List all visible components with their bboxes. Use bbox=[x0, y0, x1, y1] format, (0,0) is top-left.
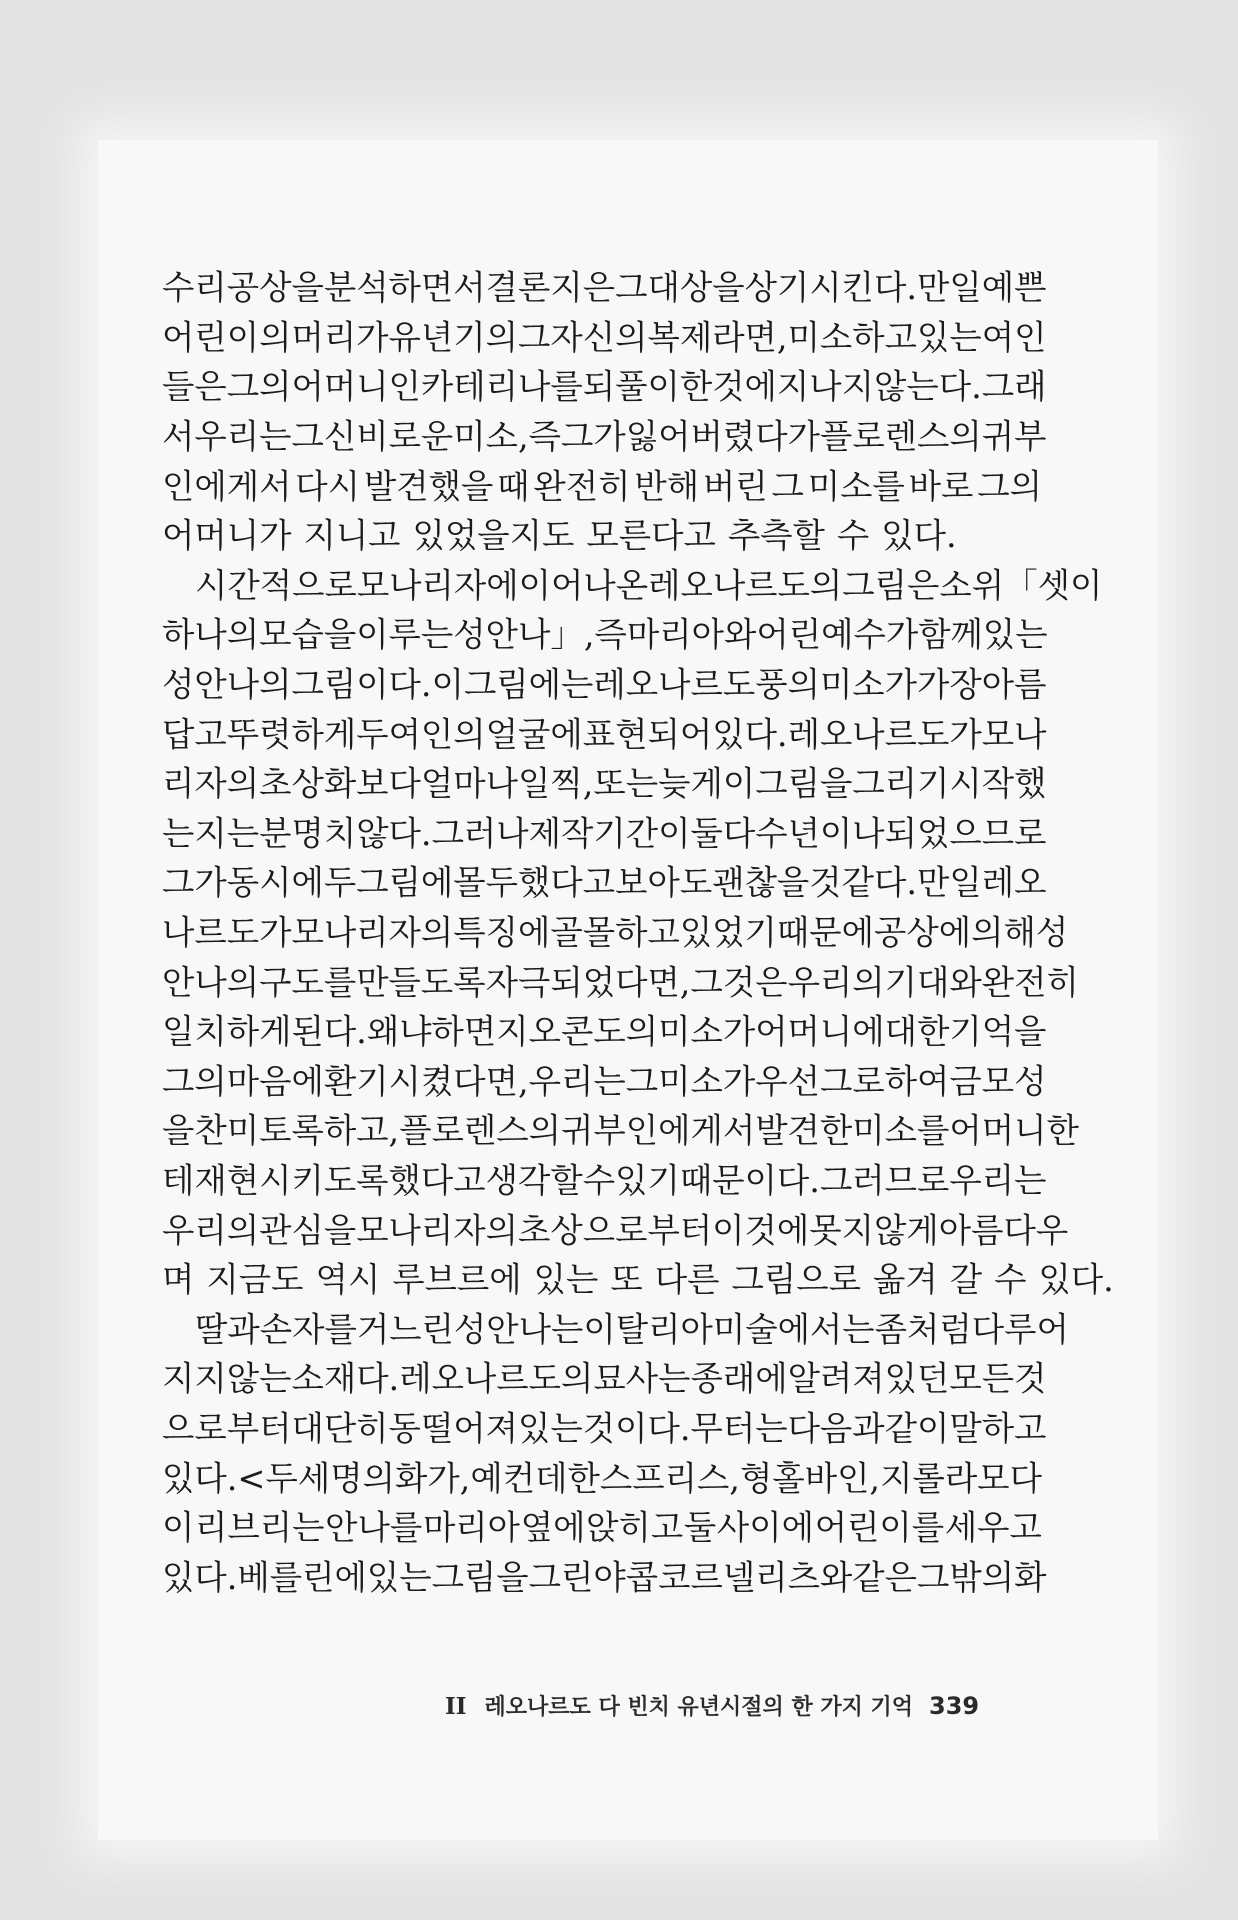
page-number: 339 bbox=[929, 1692, 980, 1720]
chapter-title: 레오나르도 다 빈치 유년시절의 한 가지 기억 bbox=[484, 1695, 914, 1720]
text-line: 테 재현시키도록 했다고 생각할 수 있기 때문이다. 그러므로 우리는 bbox=[162, 1160, 1047, 1200]
text-line: 지지 않는 소재다. 레오나르도의 묘사는 종래에 알려져 있던 모든 것 bbox=[162, 1359, 1047, 1399]
text-line: 일치하게 된다. 왜냐하면 지오콘도의 미소가 어머니에 대한 기억을 bbox=[162, 1012, 1047, 1052]
text-line: 어린이의 머리가 유년기의 그 자신의 복제라면, 미소하고 있는 여인 bbox=[162, 317, 1047, 357]
text-line: 리자의 초상화보다 얼마나 일찍, 또는 늦게 이 그림을 그리기 시작했 bbox=[162, 764, 1047, 804]
text-line: 나르도가 모나리자의 특징에 골몰하고 있었기 때문에 공상에 의해 성 bbox=[162, 913, 1069, 953]
text-line: 는지는 분명치 않다. 그러나 제작기간이 둘다 수년이나 되었으므로 bbox=[162, 813, 1047, 853]
text-line: 으로부터 대단히 동떨어져 있는 것이다. 무터는 다음과 같이 말하고 bbox=[162, 1408, 1047, 1448]
text-line: 며 지금도 역시 루브르에 있는 또 다른 그림으로 옮겨 갈 수 있다. bbox=[162, 1260, 1114, 1300]
text-line: 어머니가 지니고 있었을지도 모른다고 추측할 수 있다. bbox=[162, 516, 957, 556]
text-line: 시간적으로 모나리자에 이어 나온 레오나르도의 그림은 소위 「셋이 bbox=[195, 565, 1103, 605]
text-line: 안나의 구도를 만들도록 자극되었다면, 그것은 우리의 기대와 완전히 bbox=[162, 962, 1079, 1002]
text-line: 을 찬미토록 하고, 플로렌스의 귀부인에게서 발견한 미소를 어머니한 bbox=[162, 1111, 1079, 1151]
text-line: 우리의 관심을 모나리자의 초상으로부터 이것에 못지 않게 아름다우 bbox=[162, 1210, 1069, 1250]
text-line: 그가 동시에 두 그림에 몰두했다고 보아도 괜찮을 것 같다. 만일 레오 bbox=[162, 863, 1047, 903]
text-line: 하나의 모습을 이루는 성 안나」, 즉 마리아와 어린 예수가 함께 있는 bbox=[162, 615, 1048, 655]
text-line: 답고 뚜렷하게 두 여인의 얼굴에 표현되어 있다. 레오나르도가 모나 bbox=[162, 714, 1047, 754]
text-line: 이 리브리는 안나를 마리아 옆에 앉히고 둘 사이에 어린이를 세우고 bbox=[162, 1508, 1042, 1548]
text-line: 서 우리는 그 신비로운 미소, 즉 그가 잃어버렸다가 플로렌스의 귀부 bbox=[162, 417, 1047, 457]
text-line: 있다. <두세 명의 화가, 예컨데 한스 프리스, 형 홀바인, 지롤라모 다 bbox=[162, 1458, 1042, 1498]
chapter-number: II bbox=[445, 1693, 467, 1720]
text-line: 있다. 베를린에 있는 그림을 그린 야콥 코르넬리츠와 같은 그밖의 화 bbox=[162, 1557, 1047, 1597]
running-footer bbox=[445, 1690, 1045, 1721]
text-line: 그의 마음에 환기시켰다면, 우리는 그 미소가 우선 그로 하여금 모성 bbox=[162, 1061, 1047, 1101]
text-line: 수리 공상을 분석하면서 결론지은 그 대상을 상기시킨다. 만일 예쁜 bbox=[162, 268, 1047, 308]
body-text bbox=[162, 260, 1114, 1599]
text-line: 들은 그의 어머니인 카테리나를 되풀이한 것에 지나지 않는다. 그래 bbox=[162, 367, 1047, 407]
text-line: 인에게서 다시 발견했을 때 완전히 반해 버린 그 미소를 바로 그의 bbox=[162, 466, 1042, 506]
text-line: 성 안나의 그림이다. 이 그림에는 레오나르도 풍의 미소가 가장 아름 bbox=[162, 665, 1047, 705]
text-line: 딸과 손자를 거느린 성 안나는 이탈리아 미술에서는 좀처럼 다루어 bbox=[195, 1309, 1069, 1349]
